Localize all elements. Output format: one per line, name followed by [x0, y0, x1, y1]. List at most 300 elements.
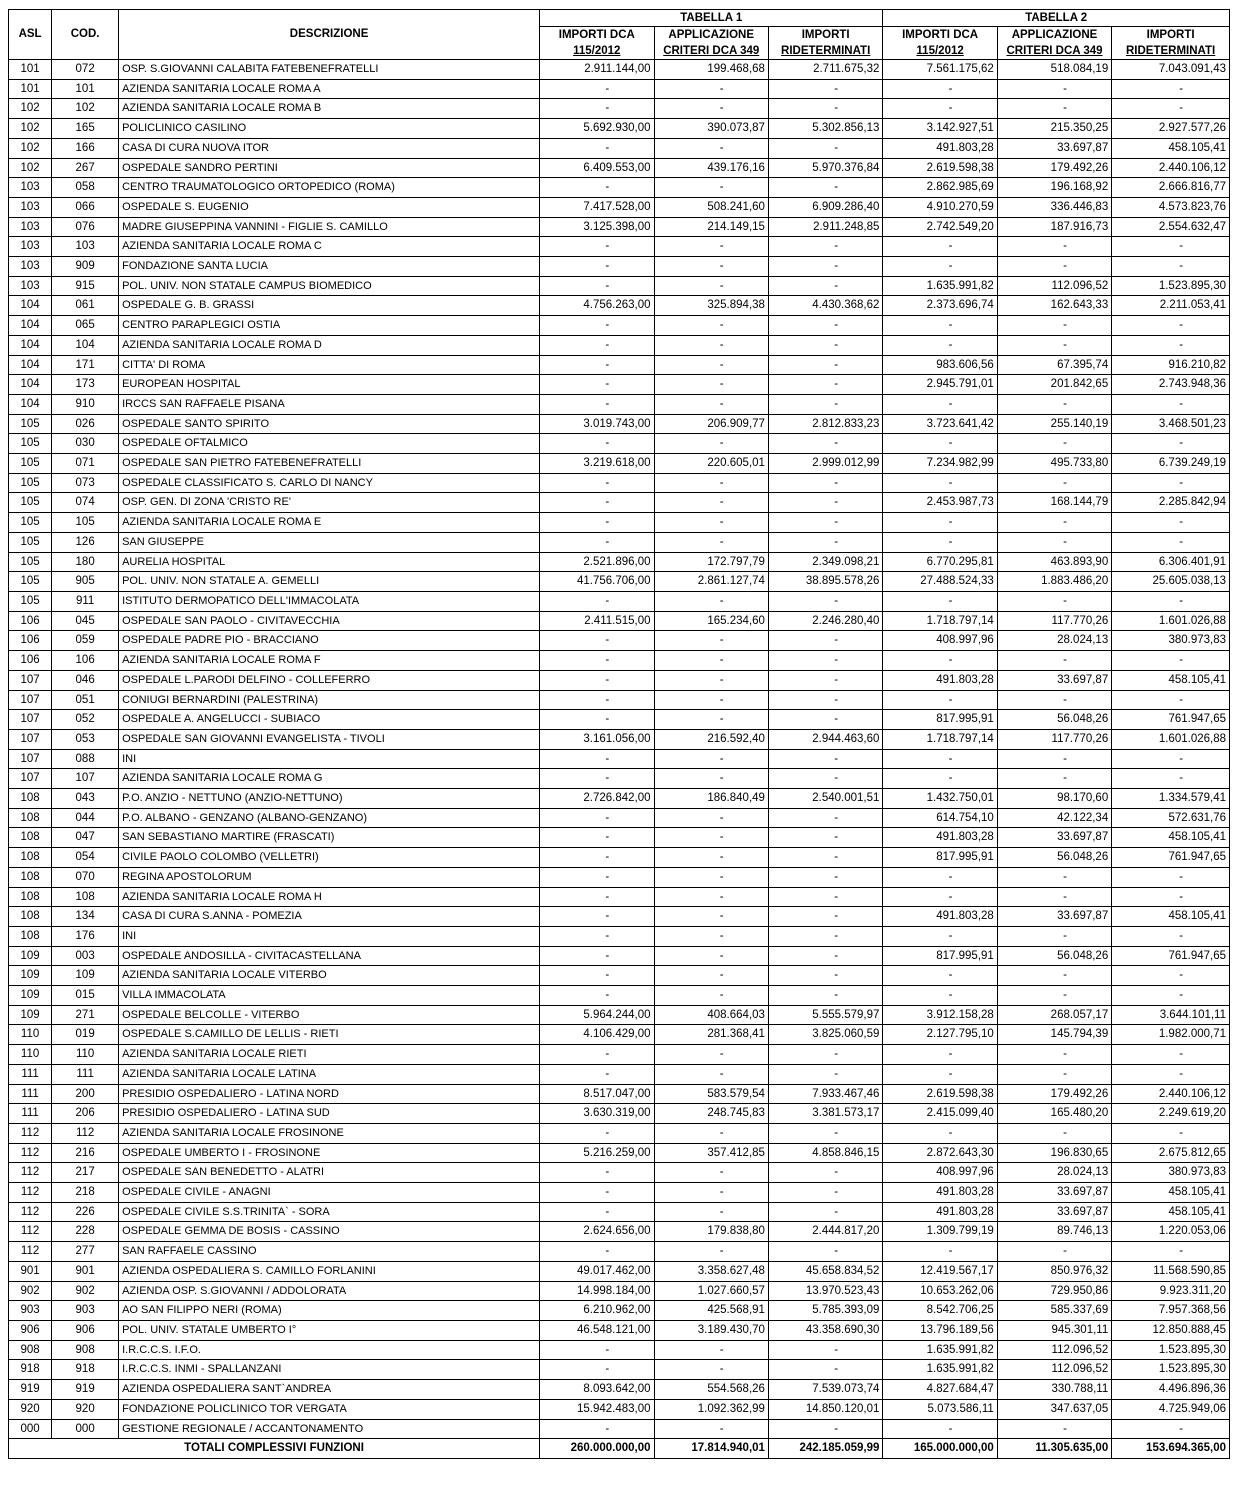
descrizione-cell: AZIENDA SANITARIA LOCALE ROMA D [119, 335, 540, 355]
t1-importi-cell: - [540, 335, 654, 355]
descrizione-cell: P.O. ANZIO - NETTUNO (ANZIO-NETTUNO) [119, 789, 540, 809]
t2-rideterminati-cell: 2.743.948,36 [1112, 375, 1230, 395]
descrizione-cell: IRCCS SAN RAFFAELE PISANA [119, 394, 540, 414]
t1-importi-cell: 46.548.121,00 [540, 1321, 654, 1341]
t2-importi-cell: 2.619.598,38 [883, 158, 997, 178]
table-row [9, 907, 1230, 927]
t2-importi-cell: 5.073.586,11 [883, 1399, 997, 1419]
t2-applicazione-cell: - [997, 867, 1111, 887]
cod-cell: 019 [52, 1025, 119, 1045]
t2-applicazione-cell: - [997, 1419, 1111, 1439]
table-row [9, 493, 1230, 513]
t1-importi-cell: - [540, 591, 654, 611]
t1-importi-cell: - [540, 493, 654, 513]
cod-cell: 076 [52, 217, 119, 237]
asl-cell: 112 [9, 1222, 52, 1242]
t2-applicazione-cell: 179.492,26 [997, 1084, 1111, 1104]
cod-cell: 112 [52, 1123, 119, 1143]
t1-importi-cell: - [540, 1045, 654, 1065]
total-t1-rideterminati: 242.185.059,99 [768, 1439, 882, 1459]
descrizione-cell: OSPEDALE SAN GIOVANNI EVANGELISTA - TIVOLI [119, 729, 540, 749]
asl-cell: 107 [9, 749, 52, 769]
t2-rideterminati-cell: 1.334.579,41 [1112, 789, 1230, 809]
t1-applicazione-cell: - [654, 532, 768, 552]
t1-applicazione-cell: - [654, 651, 768, 671]
t2-importi-cell: 1.718.797,14 [883, 729, 997, 749]
t1-importi-cell: 3.161.056,00 [540, 729, 654, 749]
t1-rideterminati-cell: - [768, 651, 882, 671]
table-row [9, 434, 1230, 454]
t2-applicazione-cell: 187.916,73 [997, 217, 1111, 237]
table-row [9, 867, 1230, 887]
t1-applicazione-cell: - [654, 473, 768, 493]
t2-applicazione-cell: - [997, 434, 1111, 454]
t2-importi-cell: 817.995,91 [883, 710, 997, 730]
t2-rideterminati-cell: - [1112, 335, 1230, 355]
t1-applicazione-cell: - [654, 355, 768, 375]
t1-rideterminati-cell: - [768, 1242, 882, 1262]
t1-applicazione-cell: 206.909,77 [654, 414, 768, 434]
t1-applicazione-cell: - [654, 375, 768, 395]
t1-importi-cell: 5.964.244,00 [540, 1005, 654, 1025]
t1-applicazione-cell: - [654, 710, 768, 730]
t1-applicazione-cell: - [654, 237, 768, 257]
table-row [9, 1104, 1230, 1124]
t2-importi-cell: - [883, 651, 997, 671]
t2-rideterminati-cell: - [1112, 749, 1230, 769]
descrizione-cell: POL. UNIV. STATALE UMBERTO I° [119, 1321, 540, 1341]
t2-applicazione-cell: 28.024,13 [997, 1163, 1111, 1183]
t2-importi-cell: 6.770.295,81 [883, 552, 997, 572]
asl-cell: 107 [9, 769, 52, 789]
descrizione-cell: ISTITUTO DERMOPATICO DELL'IMMACOLATA [119, 591, 540, 611]
descrizione-cell: OSP. S.GIOVANNI CALABITA FATEBENEFRATELLI [119, 60, 540, 80]
asl-cell: 110 [9, 1045, 52, 1065]
t1-rideterminati-cell: 45.658.834,52 [768, 1261, 882, 1281]
asl-cell: 111 [9, 1084, 52, 1104]
asl-cell: 105 [9, 572, 52, 592]
descrizione-cell: FONDAZIONE POLICLINICO TOR VERGATA [119, 1399, 540, 1419]
t1-rideterminati-cell: 3.825.060,59 [768, 1025, 882, 1045]
table-row [9, 1242, 1230, 1262]
descrizione-cell: AZIENDA OSPEDALIERA SANT`ANDREA [119, 1380, 540, 1400]
t2-applicazione-cell: 67.395,74 [997, 355, 1111, 375]
t2-rideterminati-cell: 7.043.091,43 [1112, 60, 1230, 80]
cod-cell: 000 [52, 1419, 119, 1439]
t2-rideterminati-cell: - [1112, 966, 1230, 986]
descrizione-cell: OSPEDALE SANTO SPIRITO [119, 414, 540, 434]
cod-cell: 071 [52, 454, 119, 474]
descrizione-cell: OSPEDALE OFTALMICO [119, 434, 540, 454]
header-t1-rideterminati: IMPORTI [768, 27, 882, 44]
t1-applicazione-cell: - [654, 138, 768, 158]
t2-applicazione-cell: 336.446,83 [997, 197, 1111, 217]
t2-rideterminati-cell: 4.496.896,36 [1112, 1380, 1230, 1400]
cod-cell: 053 [52, 729, 119, 749]
t2-importi-cell: 2.373.696,74 [883, 296, 997, 316]
descrizione-cell: OSPEDALE A. ANGELUCCI - SUBIACO [119, 710, 540, 730]
t1-importi-cell: 14.998.184,00 [540, 1281, 654, 1301]
t1-rideterminati-cell: - [768, 907, 882, 927]
cod-cell: 171 [52, 355, 119, 375]
table-row [9, 1123, 1230, 1143]
t1-applicazione-cell: 583.579,54 [654, 1084, 768, 1104]
descrizione-cell: PRESIDIO OSPEDALIERO - LATINA SUD [119, 1104, 540, 1124]
t2-applicazione-cell: 330.788,11 [997, 1380, 1111, 1400]
cod-cell: 074 [52, 493, 119, 513]
header-t1-importi-sub: 115/2012 [540, 43, 654, 60]
t1-importi-cell: - [540, 532, 654, 552]
descrizione-cell: SAN GIUSEPPE [119, 532, 540, 552]
asl-cell: 103 [9, 178, 52, 198]
asl-cell: 105 [9, 493, 52, 513]
asl-cell: 106 [9, 651, 52, 671]
table-row [9, 276, 1230, 296]
descrizione-cell: OSPEDALE GEMMA DE BOSIS - CASSINO [119, 1222, 540, 1242]
descrizione-cell: P.O. ALBANO - GENZANO (ALBANO-GENZANO) [119, 808, 540, 828]
t1-applicazione-cell: - [654, 887, 768, 907]
descrizione-cell: OSPEDALE S.CAMILLO DE LELLIS - RIETI [119, 1025, 540, 1045]
t1-applicazione-cell: 1.092.362,99 [654, 1399, 768, 1419]
t1-applicazione-cell: - [654, 434, 768, 454]
table-row [9, 769, 1230, 789]
asl-cell: 112 [9, 1163, 52, 1183]
cod-cell: 919 [52, 1380, 119, 1400]
header-t2-rideterminati: IMPORTI [1112, 27, 1230, 44]
t2-rideterminati-cell: - [1112, 473, 1230, 493]
t2-importi-cell: 2.453.987,73 [883, 493, 997, 513]
t1-applicazione-cell: 3.189.430,70 [654, 1321, 768, 1341]
descrizione-cell: OSPEDALE G. B. GRASSI [119, 296, 540, 316]
table-row [9, 355, 1230, 375]
total-t1-importi: 260.000.000,00 [540, 1439, 654, 1459]
t1-applicazione-cell: - [654, 316, 768, 336]
asl-cell: 101 [9, 60, 52, 80]
header-asl: ASL [9, 10, 52, 60]
asl-cell: 105 [9, 532, 52, 552]
t2-applicazione-cell: 98.170,60 [997, 789, 1111, 809]
t2-importi-cell: 2.415.099,40 [883, 1104, 997, 1124]
t1-applicazione-cell: - [654, 394, 768, 414]
cod-cell: 228 [52, 1222, 119, 1242]
t1-applicazione-cell: - [654, 1419, 768, 1439]
descrizione-cell: PRESIDIO OSPEDALIERO - LATINA NORD [119, 1084, 540, 1104]
t2-rideterminati-cell: - [1112, 1123, 1230, 1143]
t1-rideterminati-cell: - [768, 631, 882, 651]
t1-applicazione-cell: - [654, 591, 768, 611]
t1-rideterminati-cell: - [768, 986, 882, 1006]
descrizione-cell: AZIENDA SANITARIA LOCALE ROMA G [119, 769, 540, 789]
t1-importi-cell: - [540, 769, 654, 789]
t2-rideterminati-cell: - [1112, 926, 1230, 946]
t1-importi-cell: 2.521.896,00 [540, 552, 654, 572]
t2-rideterminati-cell: 1.601.026,88 [1112, 611, 1230, 631]
t1-importi-cell: - [540, 1064, 654, 1084]
t2-rideterminati-cell: 458.105,41 [1112, 828, 1230, 848]
asl-cell: 112 [9, 1242, 52, 1262]
asl-cell: 104 [9, 316, 52, 336]
asl-cell: 105 [9, 513, 52, 533]
t1-applicazione-cell: - [654, 79, 768, 99]
t2-importi-cell: - [883, 1242, 997, 1262]
t2-rideterminati-cell: 380.973,83 [1112, 1163, 1230, 1183]
cod-cell: 065 [52, 316, 119, 336]
t1-rideterminati-cell: - [768, 434, 882, 454]
table-row [9, 119, 1230, 139]
asl-cell: 103 [9, 237, 52, 257]
t1-applicazione-cell: 390.073,87 [654, 119, 768, 139]
asl-cell: 903 [9, 1301, 52, 1321]
cod-cell: 180 [52, 552, 119, 572]
asl-cell: 105 [9, 434, 52, 454]
asl-cell: 105 [9, 454, 52, 474]
t1-applicazione-cell: - [654, 1123, 768, 1143]
t2-importi-cell: 491.803,28 [883, 1202, 997, 1222]
table-row [9, 1045, 1230, 1065]
t2-importi-cell: 8.542.706,25 [883, 1301, 997, 1321]
t2-rideterminati-cell: 458.105,41 [1112, 138, 1230, 158]
t1-applicazione-cell: - [654, 1202, 768, 1222]
t2-importi-cell: - [883, 887, 997, 907]
descrizione-cell: AZIENDA SANITARIA LOCALE ROMA A [119, 79, 540, 99]
t2-importi-cell: - [883, 473, 997, 493]
cod-cell: 111 [52, 1064, 119, 1084]
t1-importi-cell: 7.417.528,00 [540, 197, 654, 217]
t2-rideterminati-cell: 458.105,41 [1112, 907, 1230, 927]
cod-cell: 108 [52, 887, 119, 907]
t1-rideterminati-cell: 3.381.573,17 [768, 1104, 882, 1124]
cod-cell: 102 [52, 99, 119, 119]
t1-importi-cell: - [540, 670, 654, 690]
t1-importi-cell: - [540, 986, 654, 1006]
t2-importi-cell: - [883, 926, 997, 946]
descrizione-cell: REGINA APOSTOLORUM [119, 867, 540, 887]
descrizione-cell: POLICLINICO CASILINO [119, 119, 540, 139]
descrizione-cell: INI [119, 749, 540, 769]
descrizione-cell: AURELIA HOSPITAL [119, 552, 540, 572]
t2-applicazione-cell: - [997, 513, 1111, 533]
cod-cell: 126 [52, 532, 119, 552]
t1-importi-cell: 5.692.930,00 [540, 119, 654, 139]
cod-cell: 910 [52, 394, 119, 414]
t2-rideterminati-cell: 458.105,41 [1112, 1183, 1230, 1203]
t2-importi-cell: 10.653.262,06 [883, 1281, 997, 1301]
t1-applicazione-cell: 165.234,60 [654, 611, 768, 631]
table-row [9, 789, 1230, 809]
t2-applicazione-cell: 518.084,19 [997, 60, 1111, 80]
table-row [9, 60, 1230, 80]
t1-rideterminati-cell: - [768, 276, 882, 296]
descrizione-cell: CENTRO TRAUMATOLOGICO ORTOPEDICO (ROMA) [119, 178, 540, 198]
t2-applicazione-cell: 33.697,87 [997, 138, 1111, 158]
t1-applicazione-cell: - [654, 1163, 768, 1183]
t1-rideterminati-cell: - [768, 335, 882, 355]
cod-cell: 277 [52, 1242, 119, 1262]
total-t2-rideterminati: 153.694.365,00 [1112, 1439, 1230, 1459]
header-t2-rideterminati-sub: RIDETERMINATI [1112, 43, 1230, 60]
cod-cell: 905 [52, 572, 119, 592]
t1-importi-cell: - [540, 710, 654, 730]
t2-rideterminati-cell: 761.947,65 [1112, 848, 1230, 868]
descrizione-cell: GESTIONE REGIONALE / ACCANTONAMENTO [119, 1419, 540, 1439]
t2-rideterminati-cell: - [1112, 434, 1230, 454]
table-row [9, 1399, 1230, 1419]
asl-cell: 908 [9, 1340, 52, 1360]
t1-rideterminati-cell: - [768, 690, 882, 710]
asl-cell: 104 [9, 296, 52, 316]
t2-rideterminati-cell: 12.850.888,45 [1112, 1321, 1230, 1341]
table-row [9, 591, 1230, 611]
t1-importi-cell: 41.756.706,00 [540, 572, 654, 592]
t1-rideterminati-cell: 2.944.463,60 [768, 729, 882, 749]
t1-applicazione-cell: 508.241,60 [654, 197, 768, 217]
total-t2-importi: 165.000.000,00 [883, 1439, 997, 1459]
table-row [9, 1005, 1230, 1025]
cod-cell: 217 [52, 1163, 119, 1183]
asl-cell: 103 [9, 257, 52, 277]
table-row [9, 986, 1230, 1006]
table-row [9, 296, 1230, 316]
t2-rideterminati-cell: 380.973,83 [1112, 631, 1230, 651]
t1-applicazione-cell: - [654, 808, 768, 828]
t2-applicazione-cell: - [997, 986, 1111, 1006]
t2-rideterminati-cell: 6.739.249,19 [1112, 454, 1230, 474]
t2-applicazione-cell: - [997, 335, 1111, 355]
t2-rideterminati-cell: 1.982.000,71 [1112, 1025, 1230, 1045]
t1-importi-cell: - [540, 355, 654, 375]
descrizione-cell: POL. UNIV. NON STATALE CAMPUS BIOMEDICO [119, 276, 540, 296]
t2-importi-cell: - [883, 749, 997, 769]
t1-applicazione-cell: - [654, 513, 768, 533]
t1-rideterminati-cell: - [768, 848, 882, 868]
cod-cell: 165 [52, 119, 119, 139]
t2-rideterminati-cell: 1.523.895,30 [1112, 1340, 1230, 1360]
t1-applicazione-cell: 186.840,49 [654, 789, 768, 809]
descrizione-cell: AZIENDA SANITARIA LOCALE ROMA E [119, 513, 540, 533]
cod-cell: 226 [52, 1202, 119, 1222]
t1-rideterminati-cell: - [768, 532, 882, 552]
asl-cell: 108 [9, 808, 52, 828]
asl-cell: 111 [9, 1064, 52, 1084]
asl-cell: 112 [9, 1202, 52, 1222]
t2-applicazione-cell: 179.492,26 [997, 158, 1111, 178]
t2-importi-cell: 2.872.643,30 [883, 1143, 997, 1163]
descrizione-cell: MADRE GIUSEPPINA VANNINI - FIGLIE S. CAMILLO [119, 217, 540, 237]
asl-cell: 107 [9, 729, 52, 749]
cod-cell: 104 [52, 335, 119, 355]
asl-cell: 104 [9, 394, 52, 414]
t1-applicazione-cell: 1.027.660,57 [654, 1281, 768, 1301]
t1-importi-cell: 8.517.047,00 [540, 1084, 654, 1104]
t2-rideterminati-cell: 3.468.501,23 [1112, 414, 1230, 434]
t1-rideterminati-cell: - [768, 493, 882, 513]
cod-cell: 073 [52, 473, 119, 493]
table-row [9, 454, 1230, 474]
t1-rideterminati-cell: - [768, 1183, 882, 1203]
table-row [9, 966, 1230, 986]
t1-rideterminati-cell: - [768, 769, 882, 789]
t2-applicazione-cell: 201.842,65 [997, 375, 1111, 395]
funding-table [8, 9, 1230, 1459]
t1-importi-cell: - [540, 907, 654, 927]
table-row [9, 1202, 1230, 1222]
table-row [9, 572, 1230, 592]
table-row [9, 611, 1230, 631]
cod-cell: 101 [52, 79, 119, 99]
t1-importi-cell: - [540, 651, 654, 671]
table-row [9, 1222, 1230, 1242]
t2-applicazione-cell: 945.301,11 [997, 1321, 1111, 1341]
t2-importi-cell: - [883, 591, 997, 611]
t1-importi-cell: - [540, 690, 654, 710]
t2-importi-cell: - [883, 434, 997, 454]
t1-importi-cell: - [540, 1163, 654, 1183]
t1-rideterminati-cell: - [768, 1123, 882, 1143]
t2-applicazione-cell: 56.048,26 [997, 710, 1111, 730]
t1-rideterminati-cell: 5.785.393,09 [768, 1301, 882, 1321]
descrizione-cell: I.R.C.C.S. I.F.O. [119, 1340, 540, 1360]
t1-importi-cell: 4.106.429,00 [540, 1025, 654, 1045]
t2-applicazione-cell: 33.697,87 [997, 907, 1111, 927]
t2-importi-cell: 7.561.175,62 [883, 60, 997, 80]
asl-cell: 103 [9, 276, 52, 296]
t1-rideterminati-cell: - [768, 1340, 882, 1360]
totals-row [9, 1439, 1230, 1459]
t1-importi-cell: - [540, 1123, 654, 1143]
t1-importi-cell: - [540, 276, 654, 296]
asl-cell: 102 [9, 138, 52, 158]
cod-cell: 051 [52, 690, 119, 710]
t2-rideterminati-cell: 1.220.053,06 [1112, 1222, 1230, 1242]
asl-cell: 902 [9, 1281, 52, 1301]
cod-cell: 054 [52, 848, 119, 868]
asl-cell: 105 [9, 552, 52, 572]
t1-importi-cell: 3.125.398,00 [540, 217, 654, 237]
t2-applicazione-cell: - [997, 591, 1111, 611]
descrizione-cell: AZIENDA OSPEDALIERA S. CAMILLO FORLANINI [119, 1261, 540, 1281]
table-row [9, 749, 1230, 769]
t2-importi-cell: - [883, 316, 997, 336]
t2-rideterminati-cell: 2.440.106,12 [1112, 1084, 1230, 1104]
t1-rideterminati-cell: 2.999.012,99 [768, 454, 882, 474]
table-row [9, 335, 1230, 355]
table-row [9, 729, 1230, 749]
t1-rideterminati-cell: 5.302.856,13 [768, 119, 882, 139]
t2-applicazione-cell: 162.643,33 [997, 296, 1111, 316]
t2-applicazione-cell: 33.697,87 [997, 1183, 1111, 1203]
t1-applicazione-cell: 554.568,26 [654, 1380, 768, 1400]
t2-rideterminati-cell: - [1112, 1242, 1230, 1262]
asl-cell: 920 [9, 1399, 52, 1419]
asl-cell: 105 [9, 473, 52, 493]
t1-applicazione-cell: 408.664,03 [654, 1005, 768, 1025]
t2-rideterminati-cell: 11.568.590,85 [1112, 1261, 1230, 1281]
t2-rideterminati-cell: 458.105,41 [1112, 670, 1230, 690]
t1-importi-cell: - [540, 1340, 654, 1360]
t2-importi-cell: 817.995,91 [883, 946, 997, 966]
t2-applicazione-cell: - [997, 651, 1111, 671]
t2-rideterminati-cell: 572.631,76 [1112, 808, 1230, 828]
t2-importi-cell: 1.432.750,01 [883, 789, 997, 809]
t1-rideterminati-cell: - [768, 966, 882, 986]
t2-applicazione-cell: 1.883.486,20 [997, 572, 1111, 592]
t2-importi-cell: 491.803,28 [883, 907, 997, 927]
t2-importi-cell: - [883, 1419, 997, 1439]
cod-cell: 030 [52, 434, 119, 454]
t2-importi-cell: 4.910.270,59 [883, 197, 997, 217]
t1-rideterminati-cell: - [768, 710, 882, 730]
header-t1-applicazione: APPLICAZIONE [654, 27, 768, 44]
